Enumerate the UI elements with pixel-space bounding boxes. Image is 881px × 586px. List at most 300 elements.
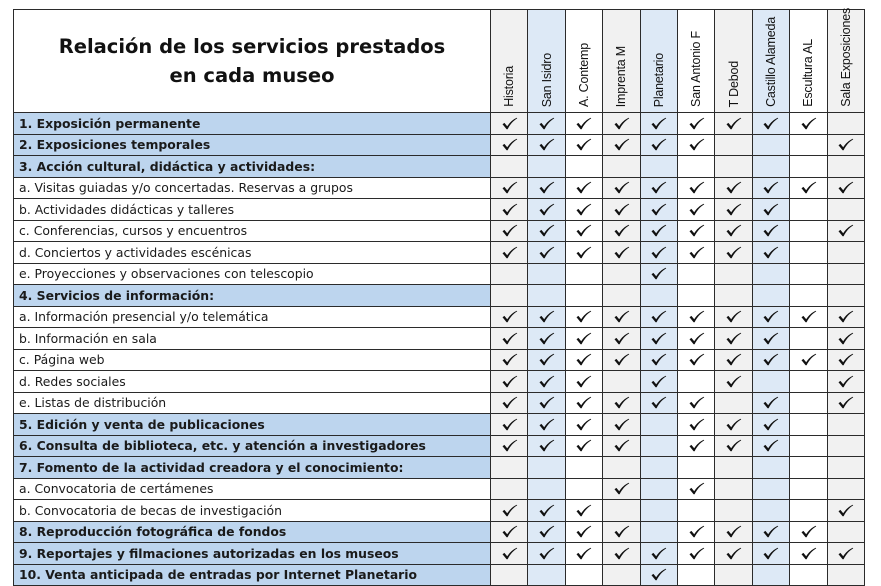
service-cell xyxy=(752,177,789,199)
service-cell xyxy=(790,392,827,414)
service-cell xyxy=(790,199,827,221)
service-cell xyxy=(715,478,752,500)
checkmark-icon xyxy=(790,525,826,538)
service-cell xyxy=(790,113,827,135)
checkmark-icon xyxy=(753,332,789,345)
checkmark-icon xyxy=(603,138,639,151)
checkmark-icon xyxy=(491,418,527,431)
checkmark-icon xyxy=(828,504,864,517)
service-cell xyxy=(790,156,827,178)
service-cell xyxy=(790,371,827,393)
checkmark-icon xyxy=(603,418,639,431)
service-cell xyxy=(790,328,827,350)
checkmark-icon xyxy=(641,568,677,581)
service-cell xyxy=(677,478,714,500)
service-cell xyxy=(640,414,677,436)
service-cell xyxy=(752,371,789,393)
checkmark-icon xyxy=(715,246,751,259)
service-cell xyxy=(790,435,827,457)
checkmark-icon xyxy=(715,181,751,194)
row-label: c. Página web xyxy=(14,349,491,371)
checkmark-icon xyxy=(753,310,789,323)
service-cell xyxy=(790,177,827,199)
service-cell xyxy=(752,521,789,543)
checkmark-icon xyxy=(528,224,564,237)
checkmark-icon xyxy=(790,353,826,366)
service-cell xyxy=(528,134,565,156)
item-row xyxy=(14,306,865,328)
item-row xyxy=(14,199,865,221)
service-cell xyxy=(565,285,602,307)
service-cell xyxy=(790,521,827,543)
service-cell xyxy=(752,263,789,285)
column-header-label: Imprenta M xyxy=(614,45,629,107)
row-label: 6. Consulta de biblioteca, etc. y atención a investigadores xyxy=(14,435,491,457)
service-cell xyxy=(677,199,714,221)
service-cell xyxy=(603,478,640,500)
service-cell xyxy=(752,500,789,522)
checkmark-icon xyxy=(491,504,527,517)
service-cell xyxy=(677,500,714,522)
checkmark-icon xyxy=(828,353,864,366)
service-cell xyxy=(491,156,528,178)
service-cell xyxy=(827,306,864,328)
checkmark-icon xyxy=(678,547,714,560)
column-header-label: Historia xyxy=(502,66,517,107)
service-cell xyxy=(491,263,528,285)
service-cell xyxy=(565,371,602,393)
checkmark-icon xyxy=(491,224,527,237)
service-cell xyxy=(603,435,640,457)
service-cell xyxy=(715,349,752,371)
checkmark-icon xyxy=(603,224,639,237)
service-cell xyxy=(603,328,640,350)
section-row xyxy=(14,113,865,135)
service-cell xyxy=(827,414,864,436)
service-cell xyxy=(790,242,827,264)
checkmark-icon xyxy=(828,375,864,388)
service-cell xyxy=(640,285,677,307)
checkmark-icon xyxy=(641,246,677,259)
checkmark-icon xyxy=(641,138,677,151)
checkmark-icon xyxy=(491,396,527,409)
checkmark-icon xyxy=(641,203,677,216)
service-cell xyxy=(491,134,528,156)
service-cell xyxy=(715,220,752,242)
column-header-label: Escultura AL xyxy=(801,39,816,107)
service-cell xyxy=(603,156,640,178)
checkmark-icon xyxy=(828,224,864,237)
checkmark-icon xyxy=(790,547,826,560)
service-cell xyxy=(565,478,602,500)
service-cell xyxy=(790,500,827,522)
service-cell xyxy=(752,199,789,221)
service-cell xyxy=(677,543,714,565)
service-cell xyxy=(715,543,752,565)
checkmark-icon xyxy=(566,203,602,216)
service-cell xyxy=(677,285,714,307)
service-cell xyxy=(491,285,528,307)
checkmark-icon xyxy=(641,332,677,345)
checkmark-icon xyxy=(566,138,602,151)
service-cell xyxy=(827,156,864,178)
checkmark-icon xyxy=(753,203,789,216)
checkmark-icon xyxy=(566,375,602,388)
item-row xyxy=(14,500,865,522)
service-cell xyxy=(677,435,714,457)
section-row xyxy=(14,543,865,565)
service-cell xyxy=(715,457,752,479)
service-cell xyxy=(827,263,864,285)
section-row xyxy=(14,521,865,543)
checkmark-icon xyxy=(491,203,527,216)
checkmark-icon xyxy=(491,439,527,452)
checkmark-icon xyxy=(566,439,602,452)
service-cell xyxy=(491,242,528,264)
checkmark-icon xyxy=(678,310,714,323)
service-cell xyxy=(790,349,827,371)
service-cell xyxy=(827,242,864,264)
section-row xyxy=(14,156,865,178)
checkmark-icon xyxy=(528,138,564,151)
row-label: b. Convocatoria de becas de investigación xyxy=(14,500,491,522)
service-cell xyxy=(752,435,789,457)
checkmark-icon xyxy=(566,246,602,259)
column-header xyxy=(603,10,640,113)
checkmark-icon xyxy=(491,246,527,259)
service-cell xyxy=(603,543,640,565)
service-cell xyxy=(640,177,677,199)
checkmark-icon xyxy=(603,117,639,130)
service-cell xyxy=(790,220,827,242)
service-cell xyxy=(677,177,714,199)
checkmark-icon xyxy=(603,439,639,452)
checkmark-icon xyxy=(603,310,639,323)
service-cell xyxy=(603,263,640,285)
checkmark-icon xyxy=(641,224,677,237)
service-cell xyxy=(565,543,602,565)
service-cell xyxy=(565,435,602,457)
checkmark-icon xyxy=(528,203,564,216)
service-cell xyxy=(528,306,565,328)
service-cell xyxy=(827,328,864,350)
service-cell xyxy=(528,199,565,221)
checkmark-icon xyxy=(641,396,677,409)
column-header xyxy=(715,10,752,113)
checkmark-icon xyxy=(491,375,527,388)
checkmark-icon xyxy=(753,181,789,194)
checkmark-icon xyxy=(828,396,864,409)
checkmark-icon xyxy=(678,482,714,495)
checkmark-icon xyxy=(753,117,789,130)
item-row xyxy=(14,349,865,371)
service-cell xyxy=(677,134,714,156)
checkmark-icon xyxy=(753,418,789,431)
service-cell xyxy=(827,435,864,457)
service-cell xyxy=(715,134,752,156)
checkmark-icon xyxy=(828,332,864,345)
service-cell xyxy=(677,242,714,264)
checkmark-icon xyxy=(753,353,789,366)
checkmark-icon xyxy=(715,203,751,216)
service-cell xyxy=(715,156,752,178)
checkmark-icon xyxy=(678,246,714,259)
column-header-label: Castillo Alameda xyxy=(763,17,778,107)
checkmark-icon xyxy=(828,310,864,323)
checkmark-icon xyxy=(566,525,602,538)
row-label: d. Redes sociales xyxy=(14,371,491,393)
service-cell xyxy=(528,371,565,393)
service-cell xyxy=(491,220,528,242)
service-cell xyxy=(565,349,602,371)
service-cell xyxy=(640,199,677,221)
service-cell xyxy=(565,500,602,522)
title-line-1: Relación de los servicios prestados xyxy=(58,35,446,58)
row-label: b. Información en sala xyxy=(14,328,491,350)
row-label: 7. Fomento de la actividad creadora y el conocimiento: xyxy=(14,457,491,479)
column-header-label: San Isidro xyxy=(539,52,554,107)
service-cell xyxy=(603,500,640,522)
section-row xyxy=(14,564,865,586)
checkmark-icon xyxy=(715,525,751,538)
row-label: 4. Servicios de información: xyxy=(14,285,491,307)
checkmark-icon xyxy=(678,203,714,216)
service-cell xyxy=(528,263,565,285)
service-cell xyxy=(528,435,565,457)
column-header-label: Planetario xyxy=(651,52,666,107)
service-cell xyxy=(715,285,752,307)
checkmark-icon xyxy=(753,224,789,237)
service-cell xyxy=(565,392,602,414)
column-header xyxy=(790,10,827,113)
checkmark-icon xyxy=(566,224,602,237)
checkmark-icon xyxy=(678,418,714,431)
checkmark-icon xyxy=(603,547,639,560)
service-cell xyxy=(565,414,602,436)
service-cell xyxy=(528,392,565,414)
service-cell xyxy=(677,156,714,178)
checkmark-icon xyxy=(715,117,751,130)
service-cell xyxy=(603,113,640,135)
service-cell xyxy=(827,457,864,479)
row-label: d. Conciertos y actividades escénicas xyxy=(14,242,491,264)
checkmark-icon xyxy=(678,525,714,538)
checkmark-icon xyxy=(491,181,527,194)
checkmark-icon xyxy=(753,547,789,560)
row-label: 2. Exposiciones temporales xyxy=(14,134,491,156)
service-cell xyxy=(640,435,677,457)
checkmark-icon xyxy=(753,525,789,538)
service-cell xyxy=(491,392,528,414)
service-cell xyxy=(827,500,864,522)
checkmark-icon xyxy=(528,547,564,560)
service-cell xyxy=(603,521,640,543)
service-cell xyxy=(528,285,565,307)
checkmark-icon xyxy=(528,117,564,130)
service-cell xyxy=(715,263,752,285)
checkmark-icon xyxy=(566,117,602,130)
checkmark-icon xyxy=(528,525,564,538)
header-row xyxy=(14,10,865,113)
service-cell xyxy=(528,414,565,436)
service-cell xyxy=(565,134,602,156)
service-cell xyxy=(528,113,565,135)
service-cell xyxy=(491,457,528,479)
column-header-label: T Debod xyxy=(726,60,741,107)
service-cell xyxy=(528,500,565,522)
service-cell xyxy=(528,457,565,479)
column-header-label: Sala Exposiciones xyxy=(838,8,853,107)
checkmark-icon xyxy=(528,439,564,452)
checkmark-icon xyxy=(828,138,864,151)
service-cell xyxy=(603,564,640,586)
row-label: a. Información presencial y/o telemática xyxy=(14,306,491,328)
service-cell xyxy=(715,564,752,586)
row-label: c. Conferencias, cursos y encuentros xyxy=(14,220,491,242)
checkmark-icon xyxy=(641,375,677,388)
row-label: a. Convocatoria de certámenes xyxy=(14,478,491,500)
checkmark-icon xyxy=(603,246,639,259)
item-row xyxy=(14,263,865,285)
column-header xyxy=(528,10,565,113)
service-cell xyxy=(677,371,714,393)
column-header xyxy=(491,10,528,113)
item-row xyxy=(14,242,865,264)
service-cell xyxy=(752,457,789,479)
checkmark-icon xyxy=(828,181,864,194)
checkmark-icon xyxy=(603,203,639,216)
service-cell xyxy=(565,564,602,586)
row-label: 8. Reproducción fotográfica de fondos xyxy=(14,521,491,543)
service-cell xyxy=(640,349,677,371)
service-cell xyxy=(827,564,864,586)
checkmark-icon xyxy=(491,332,527,345)
checkmark-icon xyxy=(678,224,714,237)
service-cell xyxy=(640,457,677,479)
checkmark-icon xyxy=(678,396,714,409)
service-cell xyxy=(491,349,528,371)
checkmark-icon xyxy=(566,310,602,323)
checkmark-icon xyxy=(678,332,714,345)
service-cell xyxy=(790,457,827,479)
service-cell xyxy=(491,328,528,350)
checkmark-icon xyxy=(528,310,564,323)
service-cell xyxy=(790,263,827,285)
column-header xyxy=(565,10,602,113)
checkmark-icon xyxy=(528,504,564,517)
column-header xyxy=(677,10,714,113)
checkmark-icon xyxy=(603,181,639,194)
checkmark-icon xyxy=(641,547,677,560)
service-cell xyxy=(827,199,864,221)
checkmark-icon xyxy=(566,332,602,345)
service-cell xyxy=(491,478,528,500)
section-row xyxy=(14,134,865,156)
checkmark-icon xyxy=(491,547,527,560)
item-row xyxy=(14,220,865,242)
checkmark-icon xyxy=(678,117,714,130)
service-cell xyxy=(715,328,752,350)
checkmark-icon xyxy=(528,418,564,431)
row-label: 5. Edición y venta de publicaciones xyxy=(14,414,491,436)
service-cell xyxy=(752,564,789,586)
service-cell xyxy=(752,306,789,328)
item-row xyxy=(14,478,865,500)
checkmark-icon xyxy=(491,525,527,538)
service-cell xyxy=(565,113,602,135)
title-line-2: en cada museo xyxy=(169,64,335,87)
checkmark-icon xyxy=(566,547,602,560)
service-cell xyxy=(752,392,789,414)
service-cell xyxy=(827,392,864,414)
checkmark-icon xyxy=(491,117,527,130)
service-cell xyxy=(565,177,602,199)
service-cell xyxy=(640,478,677,500)
service-cell xyxy=(603,414,640,436)
checkmark-icon xyxy=(678,353,714,366)
item-row xyxy=(14,371,865,393)
service-cell xyxy=(715,177,752,199)
service-cell xyxy=(827,134,864,156)
checkmark-icon xyxy=(641,267,677,280)
service-cell xyxy=(565,263,602,285)
section-row xyxy=(14,285,865,307)
checkmark-icon xyxy=(528,375,564,388)
item-row xyxy=(14,328,865,350)
service-cell xyxy=(827,543,864,565)
checkmark-icon xyxy=(678,181,714,194)
service-cell xyxy=(677,220,714,242)
service-cell xyxy=(491,113,528,135)
service-cell xyxy=(790,134,827,156)
checkmark-icon xyxy=(528,332,564,345)
service-cell xyxy=(603,199,640,221)
service-cell xyxy=(491,500,528,522)
service-cell xyxy=(790,306,827,328)
service-cell xyxy=(528,478,565,500)
service-cell xyxy=(752,328,789,350)
service-cell xyxy=(752,134,789,156)
checkmark-icon xyxy=(641,181,677,194)
service-cell xyxy=(565,220,602,242)
service-cell xyxy=(491,414,528,436)
service-cell xyxy=(715,199,752,221)
service-cell xyxy=(677,306,714,328)
service-cell xyxy=(491,177,528,199)
service-cell xyxy=(528,349,565,371)
checkmark-icon xyxy=(641,310,677,323)
checkmark-icon xyxy=(566,181,602,194)
service-cell xyxy=(640,134,677,156)
row-label: 10. Venta anticipada de entradas por Internet Planetario xyxy=(14,564,491,586)
item-row xyxy=(14,177,865,199)
column-header-label: San Antonio F xyxy=(689,31,704,107)
service-cell xyxy=(790,285,827,307)
service-cell xyxy=(565,156,602,178)
checkmark-icon xyxy=(603,525,639,538)
row-label: 3. Acción cultural, didáctica y actividades: xyxy=(14,156,491,178)
row-label: b. Actividades didácticas y talleres xyxy=(14,199,491,221)
checkmark-icon xyxy=(715,353,751,366)
service-cell xyxy=(528,328,565,350)
checkmark-icon xyxy=(678,439,714,452)
service-cell xyxy=(565,328,602,350)
service-cell xyxy=(528,242,565,264)
service-cell xyxy=(640,328,677,350)
section-row xyxy=(14,435,865,457)
service-cell xyxy=(640,500,677,522)
service-cell xyxy=(528,564,565,586)
